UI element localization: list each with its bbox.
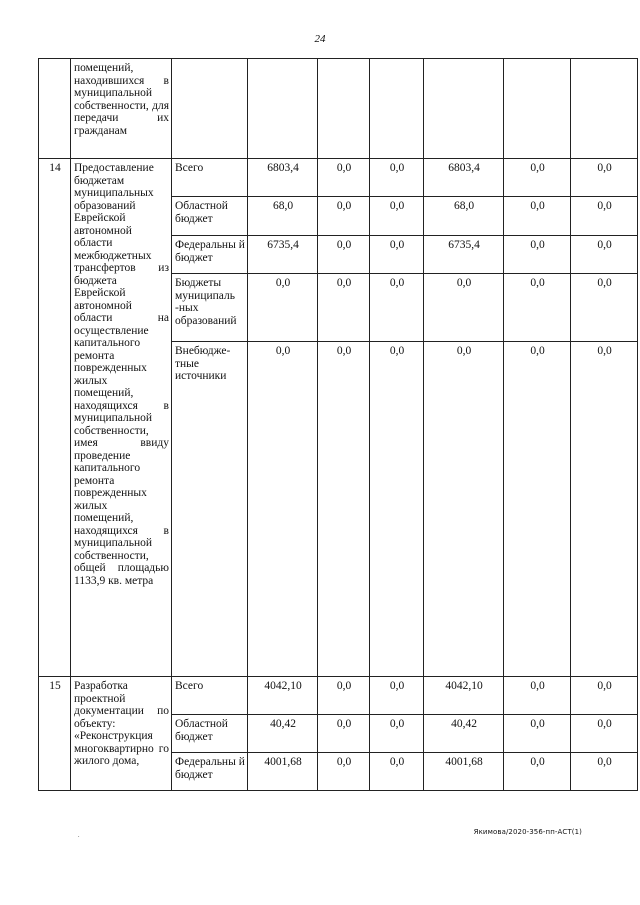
value-cell: 0,0 [424, 274, 504, 342]
value-cell: 0,0 [318, 677, 370, 715]
value-cell: 0,0 [504, 236, 571, 274]
funding-source-cell: Бюджеты муниципаль -ных образований [172, 274, 248, 342]
value-cell: 4001,68 [248, 753, 318, 791]
value-cell: 0,0 [370, 236, 424, 274]
value-cell: 0,0 [370, 753, 424, 791]
funding-source-cell: Федеральны й бюджет [172, 753, 248, 791]
value-cell: 0,0 [571, 274, 638, 342]
value-cell: 0,0 [370, 197, 424, 236]
value-cell: 0,0 [504, 715, 571, 753]
table-row [39, 677, 638, 715]
description-cell: Предоставление бюджетам муниципальных образований Еврейской автономной области межбюджетных трансфертов из бюджета Еврейской автономной области на осуществление капитального ремонта поврежденных жилых помещений, находящихся в муниципальной собственности, имея ввиду проведение капитального ремонта поврежденных жилых помещений, находящихся в муниципальной собственности, общей площадью 1133,9 кв. метра [71, 159, 172, 677]
row-number-cell: 14 [39, 159, 71, 677]
value-cell: 6735,4 [424, 236, 504, 274]
value-cell: 0,0 [571, 197, 638, 236]
funding-source-cell: Областной бюджет [172, 715, 248, 753]
description-cell: Разработка проектной документации по объекту: «Реконструкция многоквартирно го жилого дома, [71, 677, 172, 791]
value-cell: 0,0 [370, 677, 424, 715]
value-cell: 0,0 [571, 715, 638, 753]
value-cell: 0,0 [370, 274, 424, 342]
value-cell: 40,42 [248, 715, 318, 753]
scan-speck: . [78, 833, 80, 839]
value-cell: 0,0 [571, 236, 638, 274]
value-cell: 6803,4 [248, 159, 318, 197]
value-cell: 0,0 [504, 159, 571, 197]
funding-source-cell: Всего [172, 677, 248, 715]
value-cell: 0,0 [571, 677, 638, 715]
value-cell: 6803,4 [424, 159, 504, 197]
value-cell: 0,0 [571, 342, 638, 677]
value-cell: 0,0 [504, 753, 571, 791]
row-number-cell: 15 [39, 677, 71, 791]
row-number-cell [39, 59, 71, 159]
value-cell: 6735,4 [248, 236, 318, 274]
funding-source-cell: Федеральны й бюджет [172, 236, 248, 274]
value-cell: 0,0 [318, 274, 370, 342]
value-cell: 0,0 [248, 342, 318, 677]
value-cell: 0,0 [504, 677, 571, 715]
value-cell: 0,0 [424, 342, 504, 677]
value-cell: 40,42 [424, 715, 504, 753]
funding-source-cell: Областной бюджет [172, 197, 248, 236]
value-cell: 0,0 [571, 753, 638, 791]
value-cell: 0,0 [318, 342, 370, 677]
value-cell: 0,0 [370, 342, 424, 677]
value-cell: 0,0 [370, 159, 424, 197]
value-cell: 0,0 [318, 159, 370, 197]
funding-source-cell: Всего [172, 159, 248, 197]
value-cell: 0,0 [318, 197, 370, 236]
value-cell: 4042,10 [248, 677, 318, 715]
value-cell: 0,0 [370, 715, 424, 753]
value-cell: 0,0 [571, 159, 638, 197]
budget-table [38, 58, 638, 791]
description-cell: помещений, находившихся в муниципальной собственности, для передачи их гражданам [71, 59, 172, 159]
value-cell: 0,0 [318, 236, 370, 274]
value-cell: 0,0 [318, 753, 370, 791]
value-cell: 0,0 [318, 715, 370, 753]
value-cell: 68,0 [248, 197, 318, 236]
value-cell: 0,0 [504, 197, 571, 236]
value-cell: 0,0 [504, 342, 571, 677]
value-cell: 4001,68 [424, 753, 504, 791]
table-row [39, 59, 638, 159]
value-cell: 4042,10 [424, 677, 504, 715]
table-row [39, 159, 638, 197]
funding-source-cell: Внебюдже- тные источники [172, 342, 248, 677]
page-number: 24 [314, 33, 326, 45]
value-cell: 0,0 [504, 274, 571, 342]
value-cell: 0,0 [248, 274, 318, 342]
document-footer: Якимова/2020-356-пп-АСТ(1) [473, 828, 582, 836]
value-cell: 68,0 [424, 197, 504, 236]
